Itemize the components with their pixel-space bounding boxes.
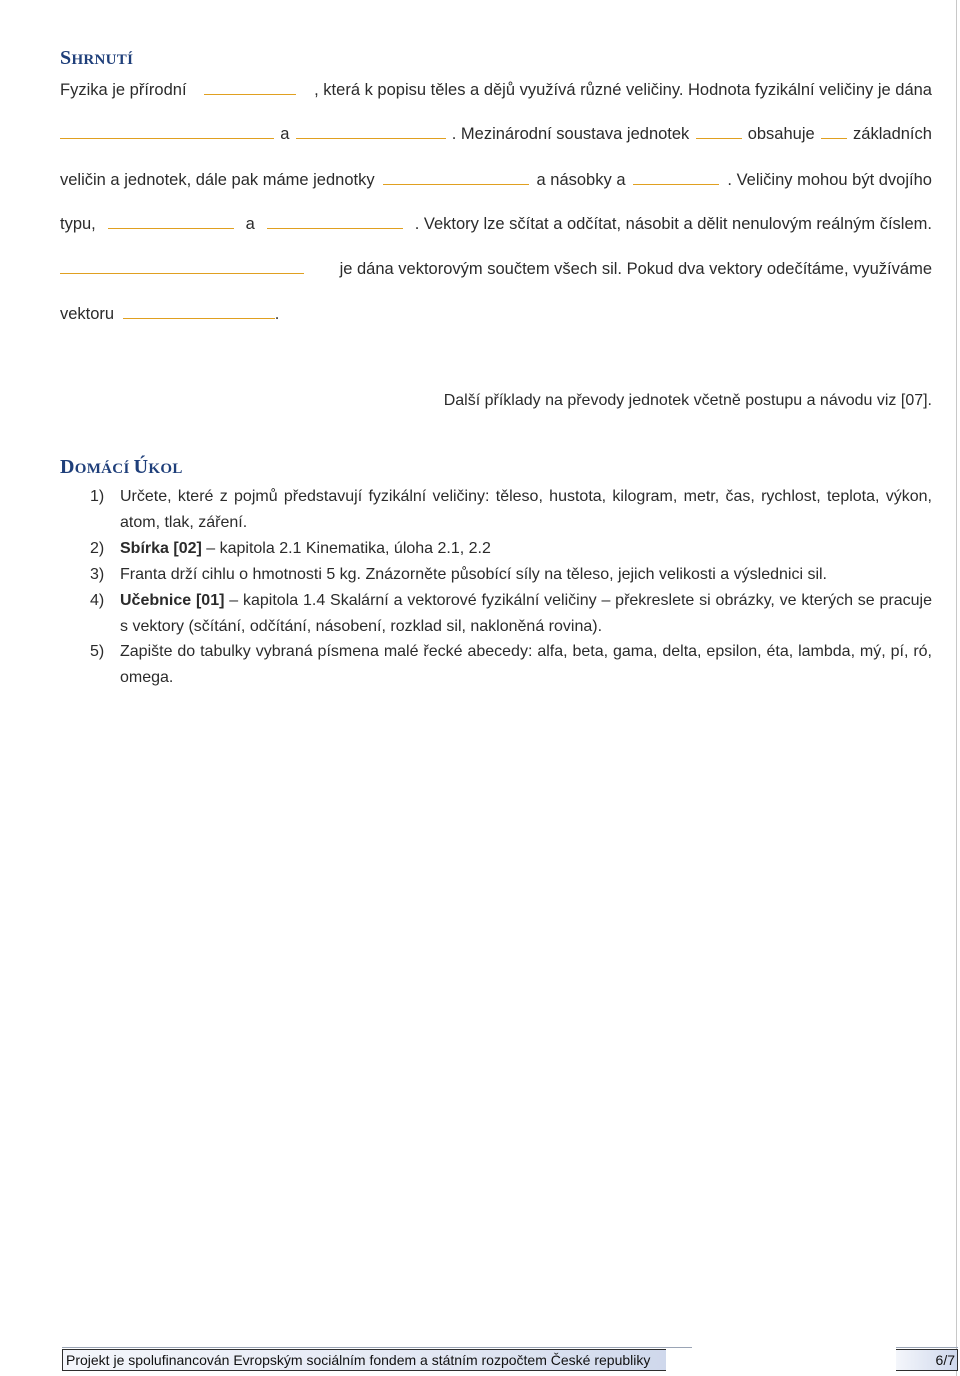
task-body (120, 588, 932, 640)
line6-text-b: . (274, 305, 280, 323)
blank-field[interactable] (821, 122, 847, 139)
line3-text-b: a násobky a (536, 171, 626, 189)
line2-text-b: . Mezinárodní soustava jednotek (451, 125, 690, 143)
line3-text-c: . Veličiny mohou být dvojího (727, 171, 932, 189)
summary-line-3 (60, 168, 932, 192)
homework-heading-rest-2: KOL (148, 461, 183, 477)
summary-line-4 (60, 212, 932, 236)
summary-line-5 (60, 257, 932, 281)
task-number: 1) (90, 488, 105, 505)
line1-text-b: , která k popisu těles a dějů využívá různé veličiny. Hodnota fyzikální veličiny je dána (314, 81, 932, 99)
blank-field[interactable] (204, 78, 296, 95)
footer-divider-right (896, 1347, 958, 1348)
line1-text-a: Fyzika je přírodní (60, 81, 187, 99)
task-number: 3) (90, 566, 105, 583)
task-source-bold: Učebnice [01] (120, 592, 225, 609)
footer-divider-left (62, 1347, 692, 1348)
line2-text-a: a (280, 125, 290, 143)
task-text: Zapište do tabulky vybraná písmena malé řecké abecedy: alfa, beta, gama, delta, epsilon, éta, lambda, mý, pí, ró, omega. (120, 643, 932, 686)
summary-line-2 (60, 122, 932, 146)
task-text: – kapitola 2.1 Kinematika, úloha 2.1, 2.2 (201, 540, 491, 557)
homework-heading-initial-1: D (60, 456, 75, 478)
line4-text-a: typu, (60, 215, 96, 233)
task-text: – kapitola 1.4 Skalární a vektorové fyzikální veličiny – překreslete si obrázky, ve kterých se pracuje s vektory (sčítání, odčítání, násobení, rozklad sil, nakloněná rovina). (120, 592, 933, 635)
blank-field[interactable] (123, 302, 275, 319)
line5-text-a: je dána vektorovým součtem všech sil. Pokud dva vektory odečítáme, využíváme (339, 260, 932, 278)
summary-line-1 (60, 78, 932, 102)
task-text: Franta drží cihlu o hmotnosti 5 kg. Znázorněte působící síly na těleso, jejich velikosti a výslednici sil. (120, 566, 827, 583)
reference-note: Další příklady na převody jednotek včetně postupu a návodu viz [07]. (443, 392, 932, 409)
blank-field[interactable] (60, 122, 274, 139)
summary-heading-initial: S (60, 47, 72, 69)
task-number: 2) (90, 540, 105, 557)
homework-task-2 (90, 536, 932, 562)
blank-field[interactable] (696, 122, 742, 139)
line4-text-c: . Vektory lze sčítat a odčítat, násobit a dělit nenulovým reálným číslem. (414, 215, 932, 233)
page-edge-rule (956, 0, 957, 1376)
footer-page-number: 6/7 (896, 1349, 958, 1371)
task-source-bold: Sbírka [02] (120, 540, 202, 557)
task-text: Určete, které z pojmů představují fyzikální veličiny: těleso, hustota, kilogram, metr, čas, rychlost, teplota, výkon, atom, tlak, záření. (120, 488, 932, 531)
summary-line-6 (60, 302, 932, 326)
homework-task-5 (90, 639, 932, 691)
line3-text-a: veličin a jednotek, dále pak máme jednotky (60, 171, 375, 189)
blank-field[interactable] (633, 168, 719, 185)
footer-funding-text: Projekt je spolufinancován Evropským sociálním fondem a státním rozpočtem České republiky (62, 1349, 666, 1371)
blank-field[interactable] (267, 212, 403, 229)
line2-text-c: obsahuje (747, 125, 815, 143)
homework-heading (60, 456, 183, 479)
line2-text-d: základních (853, 125, 932, 143)
blank-field[interactable] (60, 257, 304, 274)
summary-heading-rest: HRNUTÍ (71, 52, 134, 68)
homework-heading-initial-2: Ú (133, 456, 149, 478)
task-body (120, 536, 932, 562)
line6-text-a: vektoru (60, 305, 115, 323)
blank-field[interactable] (383, 168, 529, 185)
summary-heading (60, 47, 133, 70)
homework-task-4 (90, 588, 932, 640)
task-number: 4) (90, 592, 105, 609)
line4-text-b: a (245, 215, 255, 233)
task-number: 5) (90, 643, 105, 660)
blank-field[interactable] (296, 122, 446, 139)
homework-task-3 (90, 562, 932, 588)
blank-field[interactable] (108, 212, 234, 229)
homework-heading-rest-1: OMÁCÍ (74, 461, 134, 477)
homework-task-1 (90, 484, 932, 536)
